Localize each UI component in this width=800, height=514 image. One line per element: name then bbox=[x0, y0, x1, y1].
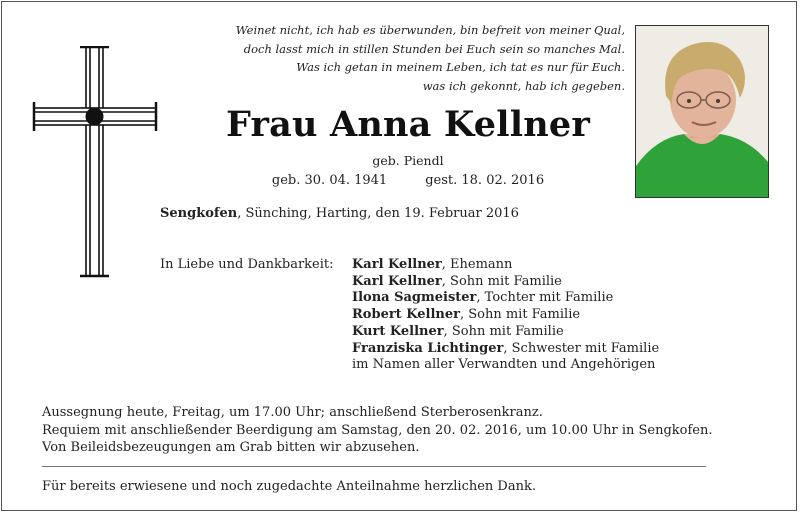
birth-date: geb. 30. 04. 1941 bbox=[271, 173, 388, 188]
place-and-date bbox=[160, 206, 519, 221]
mourner-item bbox=[352, 324, 659, 341]
mourner-name: Karl Kellner bbox=[352, 257, 442, 272]
mourner-relation: , Schwester mit Familie bbox=[503, 340, 660, 356]
info-line: Aussegnung heute, Freitag, um 17.00 Uhr; anschließend Sterberosenkranz. bbox=[42, 405, 543, 420]
mourner-name: Robert Kellner bbox=[352, 307, 460, 323]
mourner-item bbox=[352, 341, 659, 358]
mourner-relation: , Tochter mit Familie bbox=[476, 290, 614, 306]
poem-line: Was ich getan in meinem Leben, ich tat es nur für Euch. bbox=[296, 60, 625, 74]
mourner-name: Karl Kellner bbox=[352, 273, 442, 289]
info-line: Von Beileidsbezeugungen am Grab bitten wir abzusehen. bbox=[42, 440, 420, 455]
thanks-label: In Liebe und Dankbarkeit: bbox=[160, 257, 334, 272]
info-line: Requiem mit anschließender Beerdigung am Samstag, den 20. 02. 2016, um 10.00 Uhr in Sengkofen. bbox=[42, 422, 713, 438]
mourners-list bbox=[352, 257, 659, 374]
poem-line: doch lasst mich in stillen Stunden bei Euch sein so manches Mal. bbox=[243, 41, 625, 56]
poem bbox=[160, 21, 625, 95]
life-dates bbox=[158, 173, 658, 188]
mourner-relation: , Ehemann bbox=[441, 257, 513, 272]
relatives-line: im Namen aller Verwandten und Angehörigen bbox=[352, 357, 656, 373]
deceased-name: Frau Anna Kellner bbox=[226, 104, 590, 145]
death-date: gest. 18. 02. 2016 bbox=[425, 173, 545, 188]
closing-thanks: Für bereits erwiesene und noch zugedachte Anteilnahme herzlichen Dank. bbox=[42, 479, 536, 494]
mourner-relation: , Sohn mit Familie bbox=[443, 323, 564, 339]
christian-cross-icon bbox=[32, 46, 158, 278]
poem-line: Weinet nicht, ich hab es überwunden, bin befreit von meiner Qual, bbox=[235, 23, 625, 37]
place-rest: , Sünching, Harting, den 19. Februar 2016 bbox=[237, 206, 519, 221]
poem-line: was ich gekonnt, hab ich gegeben. bbox=[422, 78, 625, 93]
mourner-item bbox=[352, 257, 659, 274]
maiden-name: geb. Piendl bbox=[372, 153, 444, 168]
mourner-name: Franziska Lichtinger bbox=[352, 340, 504, 356]
divider bbox=[42, 466, 706, 467]
place-primary: Sengkofen bbox=[160, 206, 238, 221]
mourner-name: Ilona Sagmeister bbox=[352, 290, 477, 306]
mourner-relation: , Sohn mit Familie bbox=[441, 273, 562, 289]
mourner-item bbox=[352, 274, 659, 291]
mourner-name: Kurt Kellner bbox=[352, 323, 444, 339]
mourner-item bbox=[352, 290, 659, 307]
mourner-item bbox=[352, 307, 659, 324]
mourner-relation: , Sohn mit Familie bbox=[459, 307, 581, 323]
service-info bbox=[42, 404, 712, 457]
